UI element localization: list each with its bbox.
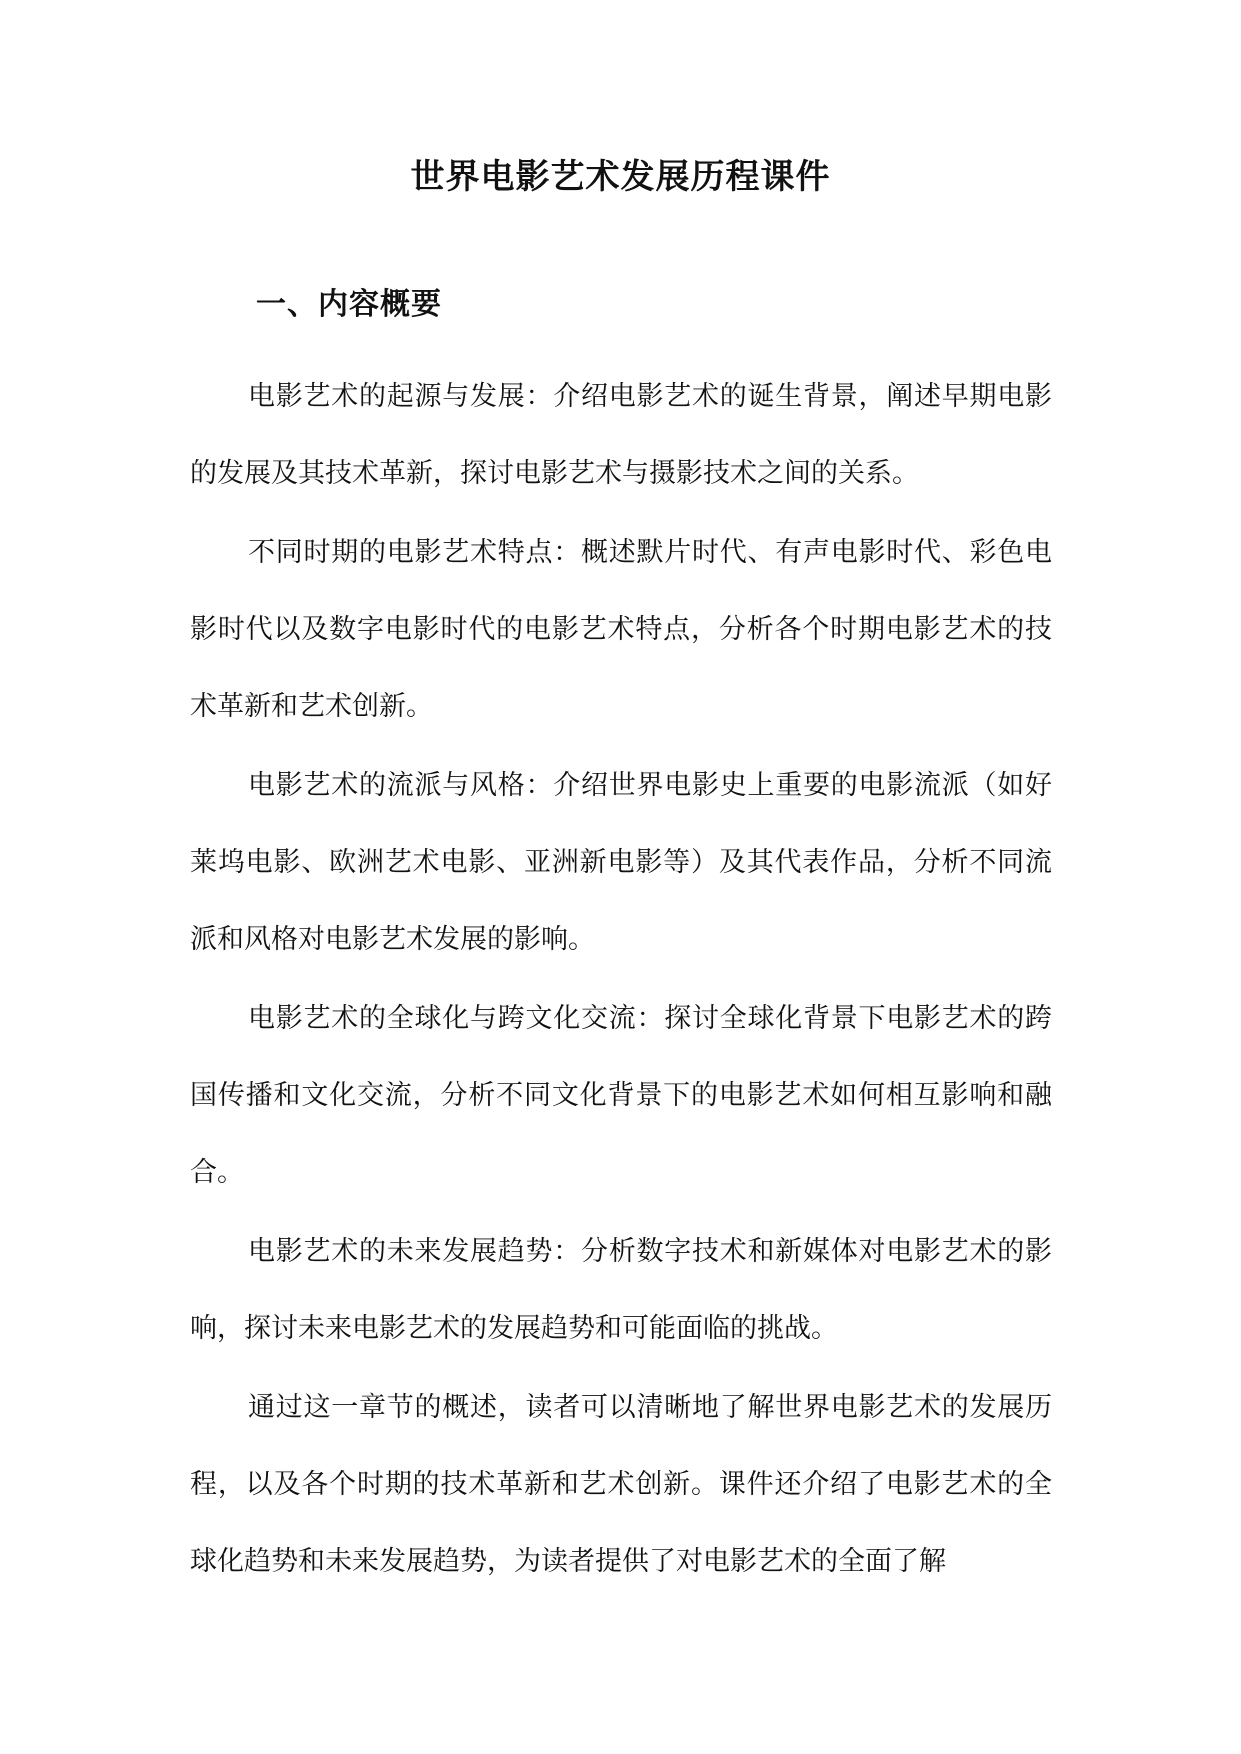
body-text [190,358,1052,1602]
section-heading: 一、内容概要 [256,287,442,322]
paragraph-summary: 通过这一章节的概述，读者可以清晰地了解世界电影艺术的发展历程，以及各个时期的技术革新和艺术创新。课件还介绍了电影艺术的全球化趋势和未来发展趋势，为读者提供了对电影艺术的全面了解 [190,1392,1052,1577]
paragraph-origin: 电影艺术的起源与发展：介绍电影艺术的诞生背景，阐述早期电影的发展及其技术革新，探讨电影艺术与摄影技术之间的关系。 [190,381,1052,489]
document-title: 世界电影艺术发展历程课件 [410,157,831,197]
paragraph-future: 电影艺术的未来发展趋势：分析数字技术和新媒体对电影艺术的影响，探讨未来电影艺术的发展趋势和可能面临的挑战。 [190,1236,1052,1344]
paragraph-globalization: 电影艺术的全球化与跨文化交流：探讨全球化背景下电影艺术的跨国传播和文化交流，分析不同文化背景下的电影艺术如何相互影响和融合。 [190,1003,1052,1188]
paragraph-periods: 不同时期的电影艺术特点：概述默片时代、有声电影时代、彩色电影时代以及数字电影时代的电影艺术特点，分析各个时期电影艺术的技术革新和艺术创新。 [190,537,1052,722]
paragraph-schools: 电影艺术的流派与风格：介绍世界电影史上重要的电影流派（如好莱坞电影、欧洲艺术电影、亚洲新电影等）及其代表作品，分析不同流派和风格对电影艺术发展的影响。 [190,770,1052,955]
